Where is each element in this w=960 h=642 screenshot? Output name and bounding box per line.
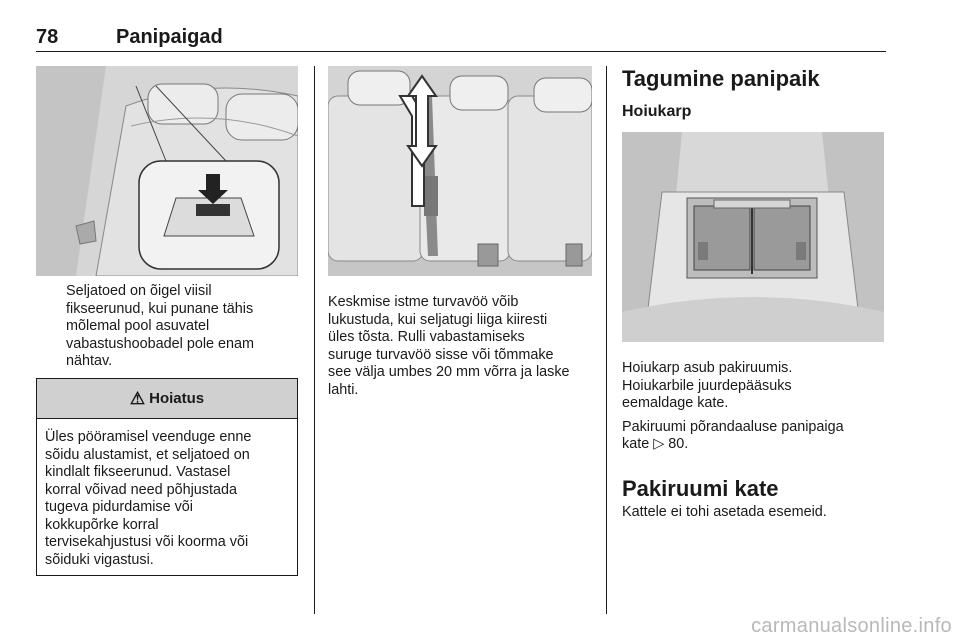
caption-line: mõlemal pool asuvatel bbox=[66, 318, 210, 334]
caption-line: nähtav. bbox=[66, 353, 113, 369]
caption-line: lukustuda, kui seljatugi liiga kiiresti bbox=[328, 311, 548, 328]
text-line: Hoiukarp asub pakiruumis. bbox=[622, 360, 793, 376]
watermark: carmanualsonline.info bbox=[751, 615, 952, 637]
text-line: Hoiukarbile juurdepääsuks bbox=[622, 377, 792, 394]
section-heading-cover: Pakiruumi kate bbox=[622, 476, 779, 501]
column-divider-1 bbox=[314, 66, 315, 614]
storage-box-illustration bbox=[622, 132, 884, 342]
warning-box bbox=[36, 378, 298, 576]
subsection-heading: Hoiukarp bbox=[622, 103, 692, 120]
caption-line: Keskmise istme turvavöö võib bbox=[328, 294, 519, 310]
warning-line: kokkupõrke korral bbox=[45, 516, 159, 533]
warning-line: tugeva pidurdamise või bbox=[45, 499, 193, 515]
caption-line: lahti. bbox=[328, 381, 359, 398]
caption-line: suruge turvavöö sisse või tõmmake bbox=[328, 346, 554, 363]
paragraph bbox=[622, 360, 886, 413]
warning-line: korral võivad need põhjustada bbox=[45, 481, 238, 498]
caption-line: Seljatoed on õigel viisil bbox=[66, 283, 212, 299]
warning-header bbox=[37, 379, 297, 419]
warning-line: kindlalt fikseerunud. Vastasel bbox=[45, 464, 231, 480]
paragraph bbox=[622, 419, 886, 454]
warning-triangle-icon: ⚠ bbox=[129, 389, 146, 408]
cover-description: Kattele ei tohi asetada esemeid. bbox=[622, 504, 827, 520]
page-reference-link[interactable]: kate ▷ 80. bbox=[622, 436, 689, 452]
warning-line: sõidu alustamist, et seljatoed on bbox=[45, 446, 250, 463]
seatback-caption bbox=[66, 283, 296, 371]
page-header bbox=[36, 26, 886, 52]
warning-line: sõiduki vigastusi. bbox=[45, 551, 154, 568]
caption-line: üles tõsta. Rulli vabastamiseks bbox=[328, 329, 525, 345]
warning-line: Üles pööramisel veenduge enne bbox=[45, 429, 252, 445]
page-title: Panipaigad bbox=[116, 26, 223, 48]
seatbelt-caption bbox=[328, 294, 598, 399]
warning-body bbox=[37, 419, 297, 569]
warning-title: Hoiatus bbox=[149, 390, 205, 407]
column-divider-2 bbox=[606, 66, 607, 614]
caption-line: see välja umbes 20 mm võrra ja laske bbox=[328, 364, 570, 380]
seatback-release-illustration bbox=[36, 66, 298, 276]
warning-line: tervisekahjustusi või koorma või bbox=[45, 534, 249, 550]
caption-line: fikseerunud, kui punane tähis bbox=[66, 300, 254, 317]
middle-seatbelt-illustration bbox=[328, 66, 592, 276]
storage-box-description bbox=[622, 360, 886, 460]
page-number: 78 bbox=[36, 26, 59, 48]
caption-line: vabastushoobadel pole enam bbox=[66, 335, 255, 352]
section-heading: Tagumine panipaik bbox=[622, 66, 820, 91]
text-line: eemaldage kate. bbox=[622, 395, 729, 411]
text-line: Pakiruumi põrandaaluse panipaiga bbox=[622, 418, 844, 435]
